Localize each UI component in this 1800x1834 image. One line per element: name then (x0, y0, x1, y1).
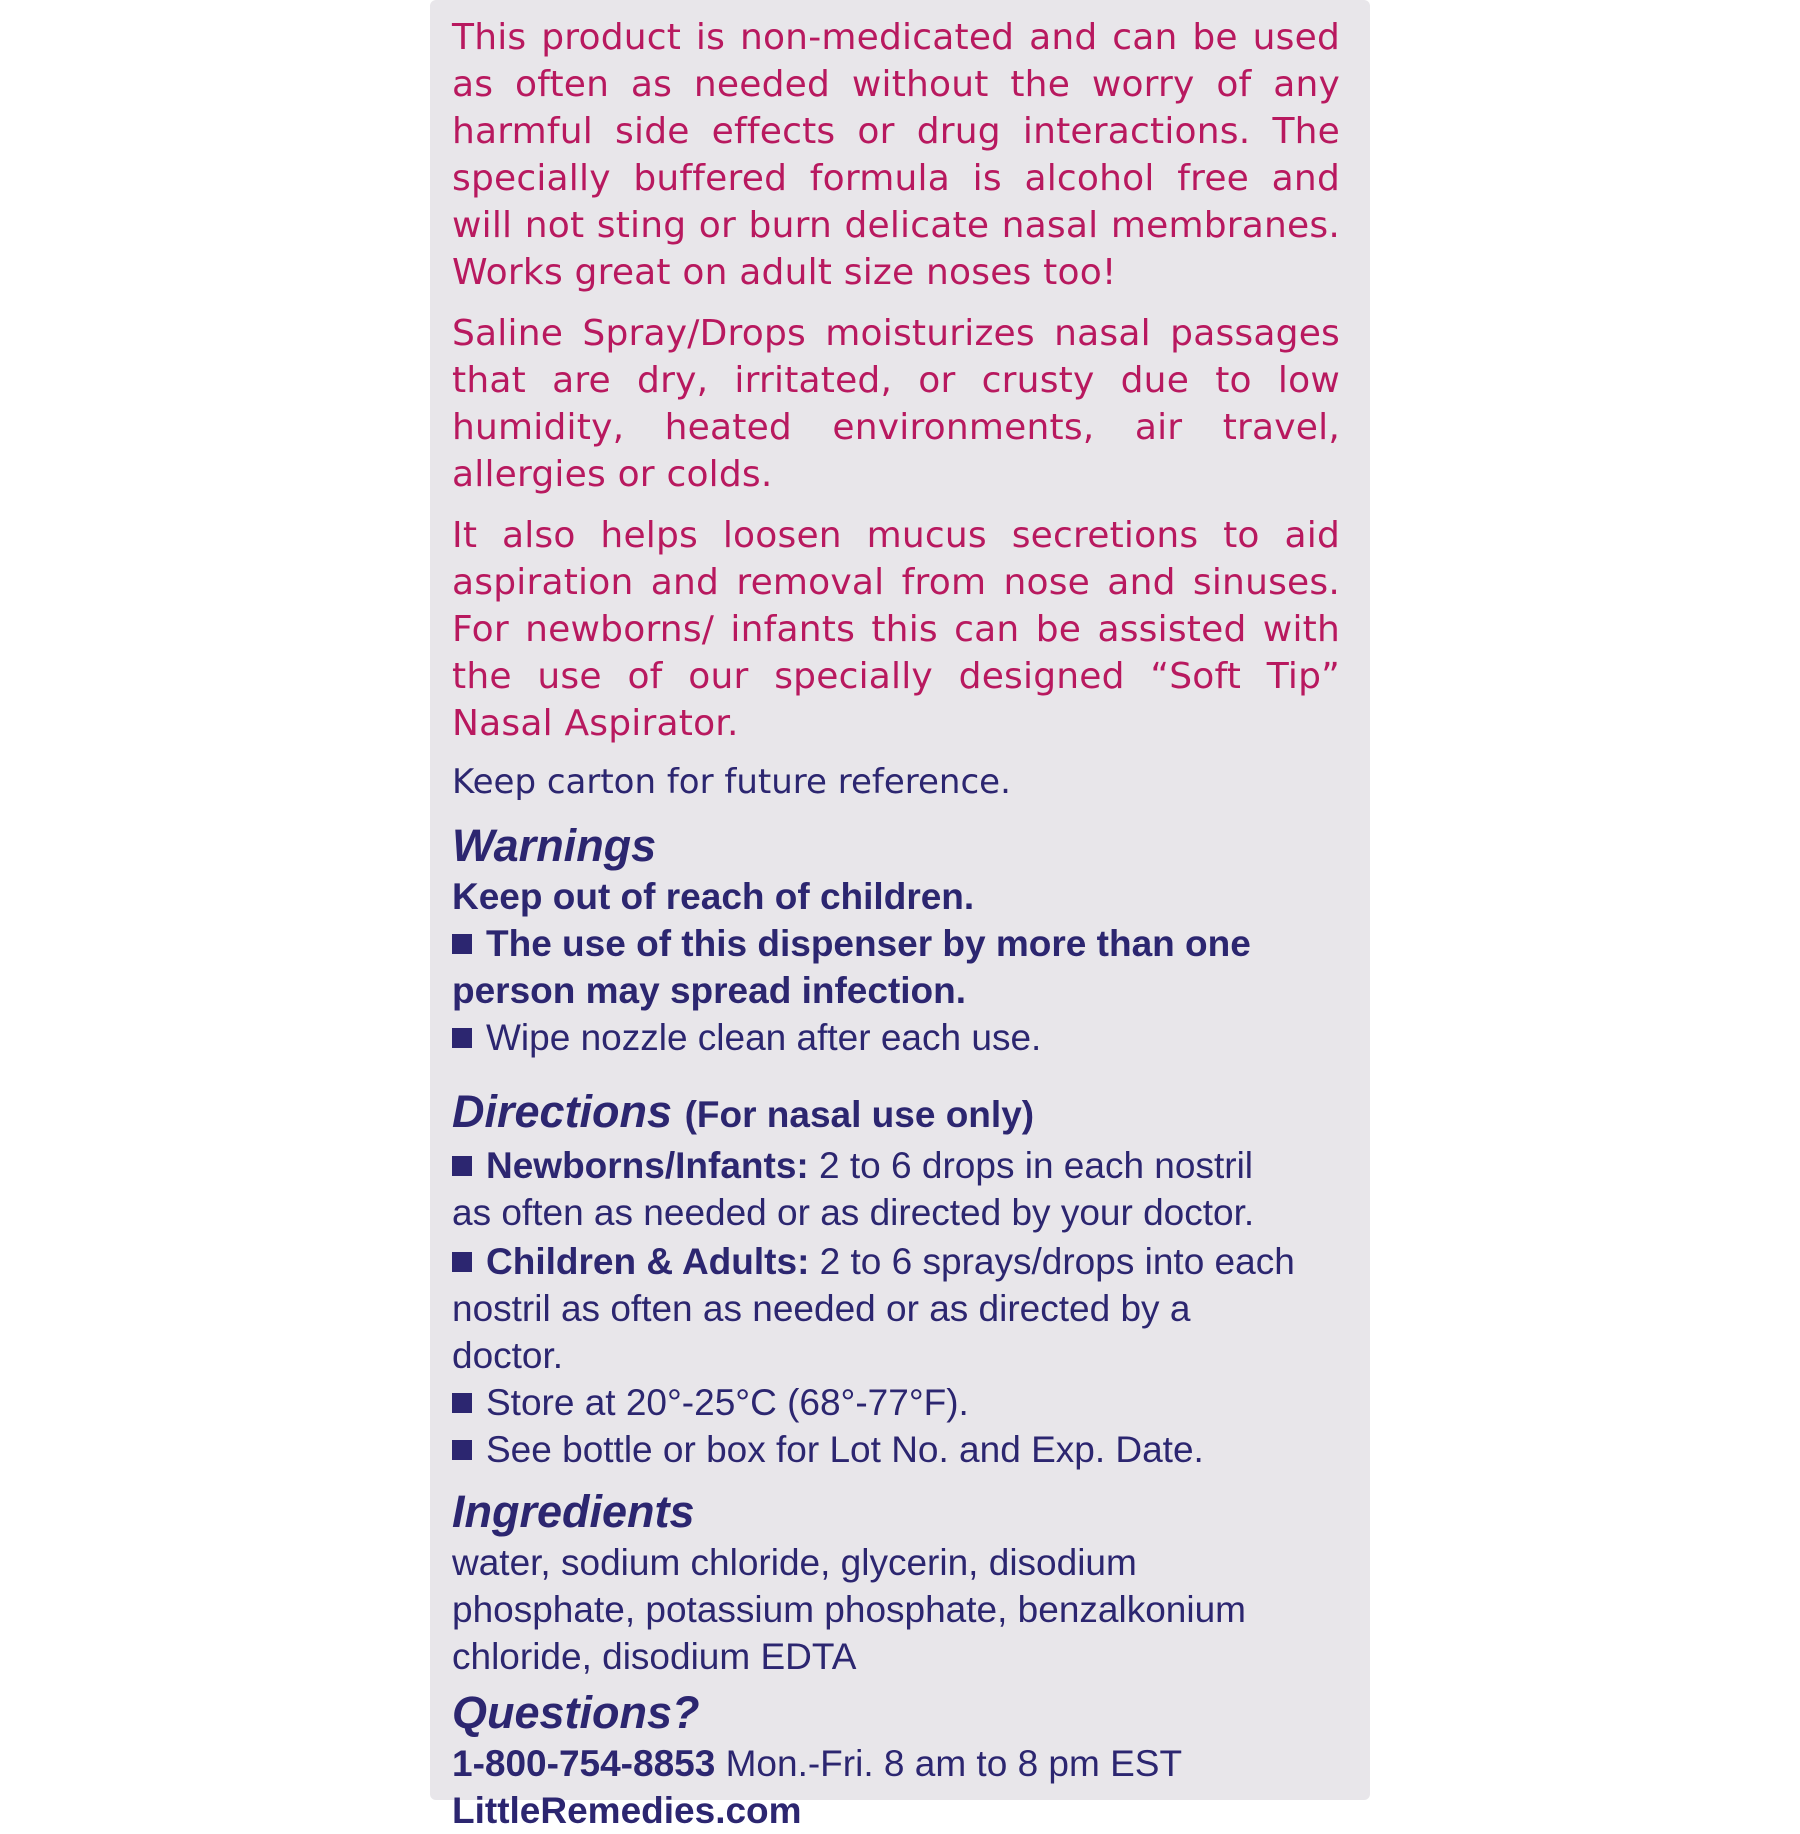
website-link: LittleRemedies.com (452, 1790, 802, 1831)
label-panel (430, 0, 1370, 1831)
directions-subheading: (For nasal use only) (684, 1094, 1035, 1135)
bullet-icon (452, 1252, 472, 1272)
bullet-icon (452, 1440, 472, 1460)
direction-lot: See bottle or box for Lot No. and Exp. Date. (452, 1426, 1340, 1473)
warning-item-1: The use of this dispenser by more than one person may spread infection. (452, 923, 1251, 1011)
intro-paragraph-3: It also helps loosen mucus secretions to aid aspiration and removal from nose and sinuses. For newborns/ infants this can be assisted with the use of our specially designed “Soft Tip” Nasal Aspirator. (452, 515, 1340, 744)
hours: Mon.-Fri. 8 am to 8 pm EST (725, 1743, 1183, 1784)
bullet-icon (452, 1156, 472, 1176)
directions-heading: Directions (For nasal use only) (452, 1086, 1035, 1137)
phone-number: 1-800-754-8853 (452, 1743, 716, 1784)
direction-store: Store at 20°-25°C (68°-77°F). (452, 1379, 1340, 1426)
intro-paragraph-1: This product is non-medicated and can be used as often as needed without the worry of any harmful side effects or drug interactions. The specially buffered formula is alcohol free and will not sting or burn delicate nasal membranes. Works great on adult size noses too! (452, 17, 1340, 293)
keep-carton-note: Keep carton for future reference. (452, 762, 1011, 802)
direction-children-adults: Children & Adults: 2 to 6 sprays/drops into each nostril as often as needed or as directed by a doctor. (452, 1241, 1295, 1376)
warnings-heading: Warnings (452, 820, 657, 871)
bullet-icon (452, 1393, 472, 1413)
warning-keep-out: Keep out of reach of children. (452, 876, 975, 917)
intro-paragraph-2: Saline Spray/Drops moisturizes nasal passages that are dry, irritated, or crusty due to low humidity, heated environments, air travel, allergies or colds. (452, 313, 1340, 495)
questions-heading: Questions? (452, 1687, 700, 1738)
contact-phone-line (452, 1740, 1340, 1787)
ingredients-list: water, sodium chloride, glycerin, disodium phosphate, potassium phosphate, benzalkonium chloride, disodium EDTA (452, 1542, 1246, 1677)
warning-item-2: Wipe nozzle clean after each use. (452, 1014, 1340, 1061)
direction-newborns: Newborns/Infants: 2 to 6 drops in each nostril as often as needed or as directed by your doctor. (452, 1145, 1255, 1233)
bullet-icon (452, 1028, 472, 1048)
ingredients-heading: Ingredients (452, 1486, 695, 1537)
bullet-icon (452, 934, 472, 954)
